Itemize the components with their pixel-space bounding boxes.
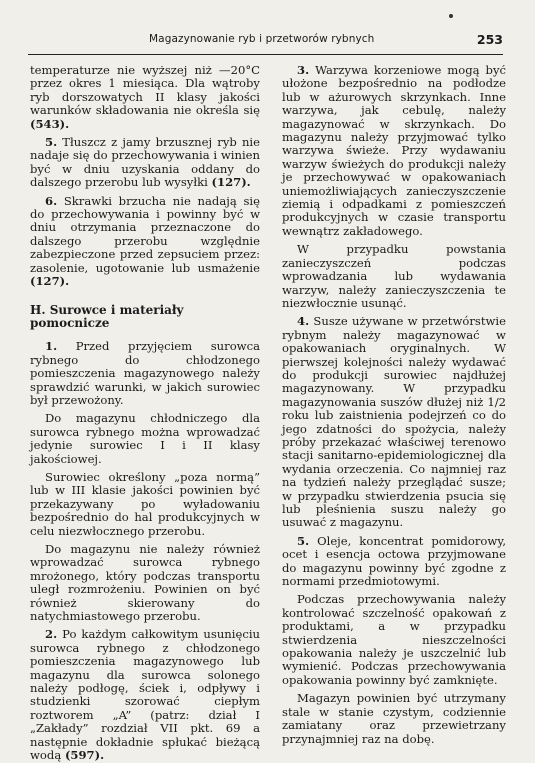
paragraph: Podczas przechowywania należy kontrolować szczelność opakowań z produktami, a w przypadku stwierdzenia nieszczelności opakowania należy je uszczelnić lub wymienić. Podczas przechowywania opakowania powinny być zamknięte. <box>282 592 506 687</box>
paragraph: Do magazynu chłodniczego dla surowca rybnego można wprowadzać jedynie surowiec I i II klasy jakościowej. <box>30 411 260 466</box>
page-number: 253 <box>476 32 503 47</box>
scan-speck <box>449 14 453 18</box>
running-title: Magazynowanie ryb i przetworów rybnych <box>149 33 375 45</box>
item-number: 5. <box>45 135 58 150</box>
paragraph: W przypadku powstania zanieczyszczeń podczas wprowadzania lub wydawania warzyw, należy zanieczyszczenia te niezwłocznie usunąć. <box>282 242 506 310</box>
paragraph: Do magazynu nie należy również wprowadzać surowca rybnego mrożonego, który podczas transportu uległ rozmrożeniu. Powinien on być również skierowany do natychmiastowego przerobu. <box>30 542 260 624</box>
paragraph: 6. Skrawki brzucha nie nadają się do przechowywania i powinny być w dniu otrzymania przeznaczone do dalszego przerobu względnie zabezpieczone przed zepsuciem przez: zasolenie, ugotowanie lub usmażenie (127). <box>30 193 260 289</box>
item-number: 4. <box>297 314 310 329</box>
item-number: 3. <box>297 63 310 77</box>
item-number: 5. <box>297 533 310 548</box>
paragraph: 3. Warzywa korzeniowe mogą być ułożone bezpośrednio na podłodze lub w ażurowych skrzynkach. Inne warzywa, jak cebulę, należy magazynować w skrzynkach. Do magazynu należy przyjmować tylko warzywa świeże. Przy wydawaniu warzyw świeżych do produkcji należy je przechowywać w opakowaniach uniemożliwiających zanieczyszczenie ziemią i odpadkami z pomieszczeń produkcyjnych w czasie transportu wewnątrz zakładowego. <box>282 63 506 238</box>
paragraph: 2. Po każdym całkowitym usunięciu surowca rybnego z chłodzonego pomieszczenia magazynowego lub magazynu dla surowca solonego należy podłogę, ściek i, odpływy i studzienki szorować ciepłym roztworem „A” (patrz: dział I „Zakłady” rozdział VII pkt. 69 a następnie dokładnie spłukać bieżącą wodą (597). <box>30 627 261 763</box>
item-number: 1. <box>45 339 58 354</box>
paragraph: 5. Tłuszcz z jamy brzusznej ryb nie nadaje się do przechowywania i winien być w dniu uzyskania oddany do dalszego przerobu lub wysyłki (127). <box>30 135 261 190</box>
reference: (543). <box>30 116 70 131</box>
paragraph: 1. Przed przyjęciem surowca rybnego do chłodzonego pomieszczenia magazynowego należy sprawdzić warunki, w jakich surowiec był przewożony. <box>30 339 261 407</box>
reference: (127). <box>30 274 70 289</box>
item-number: 2. <box>45 627 58 642</box>
reference: (127). <box>211 175 251 190</box>
paragraph: Surowiec określony „poza normą” lub w III klasie jakości powinien być przekazywany po wyładowaniu bezpośrednio do hal produkcyjnych w celu niezwłocznego przerobu. <box>30 469 260 538</box>
item-number: 6. <box>45 193 58 208</box>
left-column <box>30 64 260 763</box>
paragraph: 4. Susze używane w przetwórstwie rybnym należy magazynować w opakowaniach oryginalnych. W pierwszej kolejności należy wydawać do produkcji surowiec najdłużej magazynowany. W przypadku magazynowania suszów dłużej niż 1/2 roku lub zaistnienia podejrzeń co do jego zdatności do spożycia, należy próby przekazać właściwej terenowo stacji sanitarno-epidemiologicznej dla wydania orzeczenia. Co najmniej raz na tydzień należy przeglądać susze; w przypadku stwierdzenia psucia się lub pleśnienia suszu należy go usuwać z magazynu. <box>282 314 506 530</box>
paragraph: 5. Oleje, koncentrat pomidorowy, ocet i esencja octowa przyjmowane do magazynu powinny być zgodne z normami przedmiotowymi. <box>282 533 507 589</box>
page-header <box>28 30 503 55</box>
right-column <box>282 64 506 746</box>
paragraph: temperaturze nie wyższej niż —20°C przez okres 1 miesiąca. Dla wątroby ryb dorszowatych II klasy jakości warunków składowania nie określa się (543). <box>30 63 260 131</box>
paragraph: Magazyn powinien być utrzymany stale w stanie czystym, codziennie zamiatany oraz przewietrzany przynajmniej raz na dobę. <box>282 691 506 746</box>
reference: (597). <box>64 748 105 763</box>
section-heading: H. Surowce i materiały pomocnicze <box>30 302 184 330</box>
